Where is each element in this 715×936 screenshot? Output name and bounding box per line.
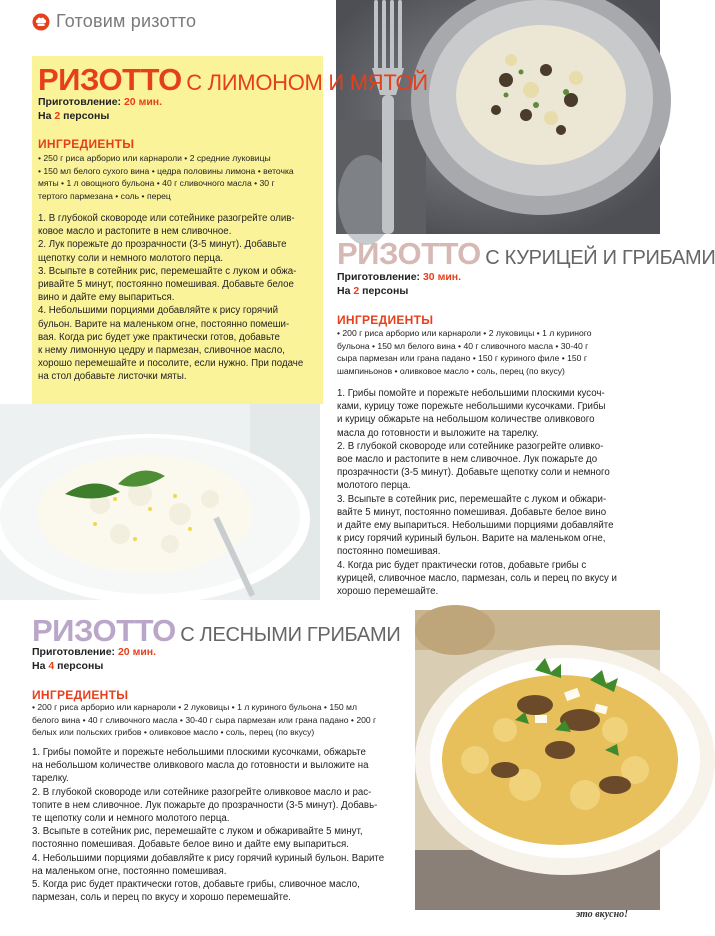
step-line: молотого перца. bbox=[337, 480, 411, 492]
serves-unit: персоны bbox=[362, 285, 409, 297]
step-line: 2. В глубокой сковороде или сотейнике разогрейте оливковое масло и рас- bbox=[32, 786, 372, 798]
step-line: 3. Всыпьте в сотейник рис, перемешайте с луком и обжари- bbox=[337, 493, 607, 505]
recipe-meta bbox=[32, 645, 156, 673]
ingredient-line: сыра пармезан или грана падано • 150 г куриного филе • 150 г bbox=[337, 353, 587, 364]
ingredient-line: бульона • 150 мл белого вина • 40 г сливочного масла • 30-40 г bbox=[337, 340, 589, 351]
step-line: 5. Когда рис будет практически готов, добавьте грибы, сливочное масло, bbox=[32, 879, 360, 891]
serves-label: На bbox=[337, 285, 351, 297]
step-line: 4. Небольшими порциями добавляйте к рису горячий куриный бульон. Варите bbox=[32, 852, 385, 864]
step-line: щепотку соли и немного молотого перца. bbox=[38, 252, 224, 264]
ingredient-line: мяты • 1 л овощного бульона • 40 г сливочного масла • 30 г bbox=[38, 178, 275, 189]
ingredient-line: • 250 г риса арборио или карнароли • 2 средние луковицы bbox=[38, 153, 271, 163]
step-line: 4. Когда рис будет практически готов, добавьте грибы с bbox=[337, 559, 587, 571]
recipe-title-main: РИЗОТТО bbox=[38, 62, 182, 97]
step-line: на маленьком огне, постоянно помешивая. bbox=[32, 865, 227, 877]
ingredient-line: • 150 мл белого сухого вина • цедра половины лимона • веточка bbox=[38, 165, 294, 176]
step-line: ками, курицу тоже порежьте небольшими кусочками. Грибы bbox=[337, 401, 606, 413]
serves-label: На bbox=[38, 110, 52, 122]
step-line: 4. Небольшими порциями добавляйте к рису горячий bbox=[38, 305, 279, 317]
step-line: к нему лимонную цедру и пармезан, сливочное масло, bbox=[38, 345, 285, 357]
step-line: к рису горячий куриный бульон. Варите на маленьком огне, bbox=[337, 533, 606, 545]
step-line: курицей, сливочное масло, пармезан, соль и перец по вкусу и bbox=[337, 572, 617, 584]
step-line: топите в нем сливочное. Лук пожарьте до прозрачности (3-5 минут). Добавь- bbox=[32, 799, 378, 811]
ingredient-line: • 200 г риса арборио или карнароли • 2 луковицы • 1 л куриного бульона • 150 мл bbox=[32, 702, 357, 712]
prep-label: Приготовление: bbox=[32, 646, 116, 658]
recipe-title-main: РИЗОТТО bbox=[32, 613, 176, 648]
step-line: постоянно помешивая. Добавьте белое вино и дайте ему выпариться. bbox=[32, 839, 349, 851]
recipe-meta bbox=[38, 95, 162, 123]
serves-count: 2 bbox=[54, 110, 61, 122]
step-line: и курицу обжарьте на небольшом количестве оливкового bbox=[337, 414, 595, 426]
recipe-title-subtitle: С ЛЕСНЫМИ ГРИБАМИ bbox=[180, 624, 401, 646]
step-line: 2. Лук порежьте до прозрачности (3-5 минут). Добавьте bbox=[38, 239, 287, 251]
step-line: вайте 5 минут, постоянно помешивая. Добавьте белое вино bbox=[337, 506, 607, 518]
step-line: и дайте ему выпариться. Небольшими порциями добавляйте bbox=[337, 520, 614, 532]
step-line: 3. Всыпьте в сотейник рис, перемешайте с луком и обжаривайте 5 минут, bbox=[32, 826, 363, 838]
step-line: хорошо перемешайте. bbox=[337, 586, 439, 598]
footer-tagline: это вкусно! bbox=[576, 909, 629, 920]
recipe-meta bbox=[337, 270, 461, 298]
steps-list bbox=[32, 746, 410, 904]
ingredient-line: белых или польских грибов • оливковое масло • соль, перец (по вкусу) bbox=[32, 727, 315, 738]
section-title: Готовим ризотто bbox=[56, 11, 197, 31]
step-line: на стол добавьте листочки мяты. bbox=[38, 371, 187, 383]
recipe-title bbox=[38, 64, 428, 95]
ingredient-line: • 200 г риса арборио или карнароли • 2 луковицы • 1 л куриного bbox=[337, 328, 592, 338]
ingredients-list bbox=[38, 152, 318, 202]
prep-label: Приготовление: bbox=[337, 271, 421, 283]
step-line: вая. Когда рис будет уже практически готов, добавьте bbox=[38, 331, 280, 343]
step-line: 1. Грибы помойте и порежьте небольшими плоскими кусоч- bbox=[337, 388, 605, 399]
recipe-title bbox=[337, 238, 715, 269]
serves-count: 4 bbox=[48, 660, 55, 672]
step-line: те щепотку соли и немного молотого перца. bbox=[32, 813, 230, 825]
prep-time: 20 мин. bbox=[117, 646, 157, 658]
recipe-title-subtitle: С ЛИМОНОМ И МЯТОЙ bbox=[186, 70, 428, 95]
serves-label: На bbox=[32, 660, 46, 672]
step-line: 1. Грибы помойте и порежьте небольшими плоскими кусочками, обжарьте bbox=[32, 747, 366, 758]
step-line: вино и дайте ему выпариться. bbox=[38, 292, 175, 304]
ingredients-list bbox=[32, 701, 407, 739]
recipe-title-main: РИЗОТТО bbox=[337, 236, 481, 271]
steps-list bbox=[337, 387, 637, 598]
step-line: 3. Всыпьте в сотейник рис, перемешайте с луком и обжа- bbox=[38, 265, 297, 277]
steps-list bbox=[38, 212, 320, 384]
step-line: бульон. Варите на маленьком огне, постоянно помеши- bbox=[38, 318, 290, 330]
step-line: прозрачности (3-5 минут). Добавьте щепотку соли и немного bbox=[337, 467, 610, 479]
prep-time: 20 мин. bbox=[123, 96, 163, 108]
ingredients-heading: ИНГРЕДИЕНТЫ bbox=[38, 137, 135, 151]
step-line: пармезан, соль и перец по вкусу и хорошо перемешайте. bbox=[32, 892, 291, 904]
prep-label: Приготовление: bbox=[38, 96, 122, 108]
ingredients-heading: ИНГРЕДИЕНТЫ bbox=[337, 313, 434, 327]
risotto-lemon-mint-photo bbox=[0, 404, 320, 600]
step-line: ривайте 5 минут, постоянно помешивая. Добавьте белое bbox=[38, 279, 294, 291]
step-line: 2. В глубокой сковороде или сотейнике разогрейте оливко- bbox=[337, 440, 604, 452]
ingredients-heading: ИНГРЕДИЕНТЫ bbox=[32, 688, 129, 702]
ingredient-line: шампиньонов • оливковое масло • соль, перец (по вкусу) bbox=[337, 365, 565, 376]
serves-unit: персоны bbox=[57, 660, 104, 672]
chef-hat-icon bbox=[32, 13, 50, 31]
risotto-chicken-photo bbox=[336, 0, 660, 234]
recipe-title-subtitle: С КУРИЦЕЙ И ГРИБАМИ bbox=[485, 247, 715, 269]
prep-time: 30 мин. bbox=[422, 271, 462, 283]
ingredient-line: белого вина • 40 г сливочного масла • 30-40 г сыра пармезан или грана падано • 200 г bbox=[32, 714, 377, 725]
step-line: вое масло и растопите в нем сливочное. Лук пожарьте до bbox=[337, 454, 598, 466]
serves-unit: персоны bbox=[63, 110, 110, 122]
page-header bbox=[0, 0, 330, 40]
risotto-wild-mushroom-photo bbox=[415, 610, 660, 910]
ingredient-line: тертого пармезана • соль • перец bbox=[38, 190, 171, 201]
step-line: на небольшом количестве оливкового масла до готовности и выложите на bbox=[32, 760, 369, 772]
serves-count: 2 bbox=[353, 285, 360, 297]
ingredients-list bbox=[337, 327, 637, 377]
step-line: хорошо перемешайте и посолите, если нужно. При подаче bbox=[38, 358, 304, 370]
recipe-title bbox=[32, 615, 400, 646]
step-line: ковое масло и растопите в нем сливочное. bbox=[38, 226, 232, 238]
step-line: постоянно помешивая. bbox=[337, 546, 441, 558]
step-line: масла до готовности и выложите на тарелку. bbox=[337, 427, 539, 439]
step-line: тарелку. bbox=[32, 773, 69, 785]
step-line: 1. В глубокой сковороде или сотейнике разогрейте олив- bbox=[38, 213, 295, 224]
